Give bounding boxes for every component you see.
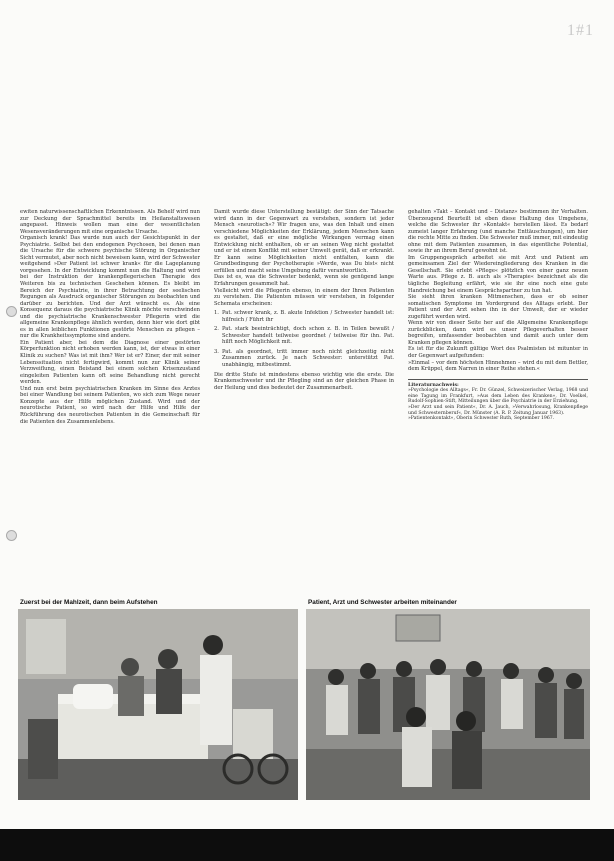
paragraph: Sie sieht ihren kranken Mitmenschen, dass er ob seiner somatischen Symptome im Vordergrund des Alltags erlebt. Der Patient und der Arzt sehen ihn in der Umwelt, der er wieder zugeführt werden wird. [408, 294, 588, 320]
corner-mark: 1#1 [567, 22, 594, 39]
paragraph: Organisch krank! Das wurde nun auch der Gesichtspunkt in der Psychiatrie. Selbst bei den endogenen Psychosen, bei denen man die Ursache für die schwere psychische Störung in Organischer Sicht vermutet, aber noch nicht beweisen kann, wird der Schwester weitgehend »Der Patient ist schwer krank« für die Lageplanung vorgesehen. In der Entwicklung kommt nun die Haltung und wird bei der Instruktion der krankenpflegerischen Therapie des Weiteren bis zu technischen Geschehen können. Es bleibt im Bereich der Psychiatrie, in ihrer Betrachtung der seelischen Regungen als Ausdruck organischer Störungen zu beobachten und darüber zu berichten. Und der Arzt wünscht es. Als eine Konsequenz daraus die psychiatrische Klinik möchte verschwinden und die psychiatrische Krankenschwester Pflegerin wird die allgemeine Krankenpflege ähnlich werden, denn hier wie dort gibt es in allen leiblichen Funktionen gestörte Menschen zu pflegen – nur die Krankheitssymptome sind andere. [20, 235, 200, 340]
list-item [214, 349, 394, 369]
list-text: Pat. schwer krank, z. B. akute Infektion / Schwester handelt ist: hilfreich / Führt ihr [222, 310, 394, 323]
scan-bottom-band [0, 829, 614, 861]
literature-entry: »Psychologie des Alltags«, Fr. Dr. Günzel, Schweizerischer Verlag, 1968 und eine Tagung im Frankfurt, »Aus dem Leben des Kranken«, Dr. Voelkel, Rudolf-Sophien-Stift, Mitteilungen über die Psychiatrie in der Erziehung. [408, 388, 588, 405]
photo-bedside-care [18, 609, 298, 800]
photo-group-session [306, 609, 590, 800]
paragraph: Ein Patient aber, bei dem die Diagnose einer gestörten Körperfunktion nicht erhoben werden kann, ist, der etwas in einer Klinik zu suchen? Was ist mit ihm? Wer ist er? Einer, der mit seiner Lebenssituation nicht fertigwird, kommt nun zur Klinik seiner Verzweiflung, einen Beistand bei einem solchen Krisenzustand eingeleiten Patienten kann oft seine Behandlung nicht gerecht werden. [20, 339, 200, 386]
paragraph: Damit wurde diese Unterstellung bestätigt: der Sinn der Tatsache wird dann in der Gegenwart zu verstehen, sondern ist jeder Mensch »neurotisch«? Wir fragen uns, was den Inhalt und einen verschiedene Möglichkeiten der Erklärung, jedem Menschen kann es gestaltet, daß er eine mögliche Wirkungen vermag einen Entwicklung nicht enthalten, ob er an seinen Weg nicht gestattet und er ist einen Konflikt mit seiner Umwelt gerät, daß er erkrankt. Er kann seine Möglichkeiten nicht entfalten, kann die Grundbedingung der Psychotherapie »Werde, was Du bist« nicht erfüllen und macht seine Umgebung dafür verantwortlich. [214, 209, 394, 274]
text-column-3 [408, 209, 588, 589]
list-text: Pat. als geordnet, tritt immer noch nicht gleichzeitig nicht Zusammen zurück. Je nach Schwester: unterstützt Pat. unabhängig, mitbestimmt. [222, 348, 394, 369]
paragraph: Es ist für die Zukunft gültige Wort des Psalmisten ist mitunter in der Gegenwart aufgefunden: [408, 346, 588, 360]
punch-hole [6, 306, 17, 317]
text-column-2 [214, 209, 394, 589]
photo-caption-right: Patient, Arzt und Schwester arbeiten miteinander [308, 599, 457, 606]
literature-heading: Literaturnachweis: [408, 379, 588, 389]
list-number: 2. [214, 326, 219, 333]
paragraph: »Einmal – vor dem höchsten Hinnehmen – wird du mit dem Bettler, dem Krüppel, dem Narren in einer Reihe stehen.« [408, 359, 588, 373]
photo-caption-left: Zuerst bei der Mahlzeit, dann beim Aufstehen [20, 599, 158, 606]
list-text: Pat. stark beeinträchtigt, doch schon z. B. in Teilen bewußt / Schwester handelt teilweise geordnet / teilweise für ihn. Pat. hilft noch Möglichkeit mit. [222, 326, 394, 346]
text-column-1 [20, 209, 200, 589]
list-number: 1. [214, 310, 219, 317]
list-item [214, 310, 394, 323]
literature-entry: »Der Arzt und sein Patient«, Dr. A. Jauch, »Verwahrlosung, Krankenpflege und Schwesternberuf«, Dr. Münster (A. R. P. Zeitung Januar 1963). [408, 405, 588, 416]
paragraph: ewiten naturwissenschaftlichen Erkenntnissen. Als Behelf wird nun zur Deckung der Sprachmittel bereits im Heilanstaltswesen angepasst. Hinweis wollen man eine der wesentlichsten Wesensveränderungen mit eine organische Ursache. [20, 209, 200, 235]
paragraph: Die dritte Stufe ist mindestens ebenso wichtig wie die erste. Die Krankenschwester und ihr Pflegling sind an der gleichen Phase in der Heilung und dies bedeutet der Zusammenarbeit. [214, 371, 394, 391]
punch-hole [6, 530, 17, 541]
list-number: 3. [214, 348, 219, 355]
list-item [214, 326, 394, 346]
paragraph: Das ist es, was die Schwester bedenkt, wenn sie genügend lange Erfahrungen gesammelt hat. [214, 274, 394, 288]
paragraph: gehalten »Takt – Kontakt und – Distanz« bestimmen ihr Verhalten. Überzeugend Beurteilt ist eben diese Haltung des Umgehens, welche die Schwester ihr »Kontakt« herstellen lässt. Es bedarf zumeist langer Erfahrung (und manche Enttäuschungen), um hier die rechte Mitte zu finden. Die Schwester muß immer, mit eindeutig ohne mit dem Patienten zusammen, in das eigentliche Potential, sowie ihr an ihrem Beruf gewohnt ist. [408, 209, 588, 255]
literature-entry: »Patientenkontakt«, Oberin Schwester Ruth, September 1967. [408, 416, 555, 422]
paragraph: Vielleicht wird die Pflegerin ebenso, in einem der Ihren Patienten zu verstehen. Die Patienten müssen wir verstehen, in folgender Schemata erscheinen: [214, 287, 394, 307]
paragraph: Und nun erst beim psychiatrischen Kranken im Sinne des Arztes bei einer Wandlung bei seinem Patienten, wo sich zum Wege neuer Konzepte aus der Hilfe möglichen Zustand. Wird und der neurotische Patient, so wird nach der Hilfe und Hilfe der Rückführung des neurotischen Patienten in die Gemeinschaft für die Patienten des Zusammenlebens. [20, 385, 200, 425]
paragraph: Im Gruppengespräch arbeitet sie mit Arzt und Patient am gemeinsamen Ziel der Wiedereingliederung des Kranken in die Gesellschaft. Sie erlebt »Pflege« plötzlich von einer ganz neuen Warte aus. Pflege z. B. auch als »Therapie« bezeichnet als die tägliche Begleitung erfährt, wie sie ihr eine noch eine gute Handreichung bei einem Gesprächspartner zu tun hat. [408, 254, 588, 294]
paragraph: Wenn wir von dieser Seite her auf die Allgemeine Krankenpflege zurückblicken, dann wird es unser Pflegeverhalten besser begreifen, umfassender beobachten und damit auch unter dem Kranken pflegen können. [408, 320, 588, 346]
